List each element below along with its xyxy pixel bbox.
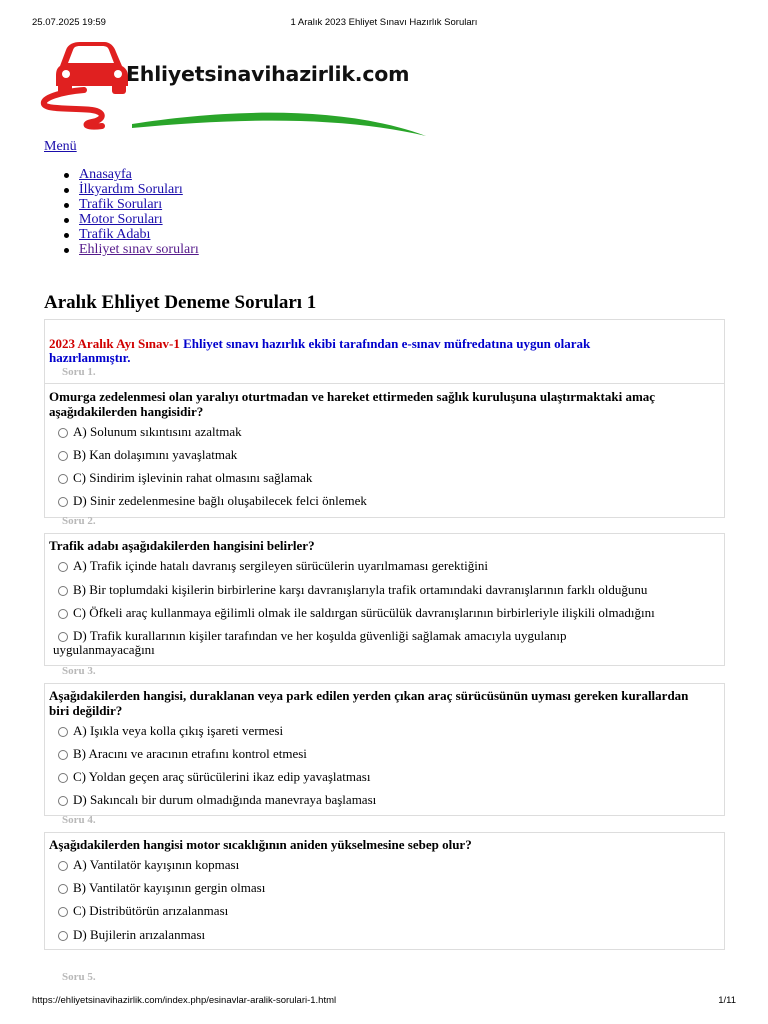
nav-link-ilkyardim[interactable]: İlkyardım Soruları — [79, 182, 183, 197]
quiz-intro — [49, 337, 669, 365]
radio-button[interactable] — [58, 428, 68, 438]
option-label: A) Vantilatör kayışının kopması — [73, 857, 240, 872]
option-label: A) Solunum sıkıntısını azaltmak — [73, 424, 242, 439]
nav-link-motor[interactable]: Motor Soruları — [79, 212, 163, 227]
question-text-2: Trafik adabı aşağıdakilerden hangisini belirler? — [49, 538, 315, 553]
radio-button[interactable] — [58, 632, 68, 642]
option-label: C) Sindirim işlevinin rahat olmasını sağlamak — [73, 470, 313, 485]
option-label: A) Işıkla veya kolla çıkış işareti vermesi — [73, 723, 284, 738]
option-label: C) Yoldan geçen araç sürücülerini ikaz edip yavaşlatması — [73, 769, 371, 784]
answer-option[interactable] — [58, 471, 720, 485]
radio-button[interactable] — [58, 609, 68, 619]
nav-link-trafik-adabi[interactable]: Trafik Adabı — [79, 227, 151, 242]
nav-link-anasayfa[interactable]: Anasayfa — [79, 167, 132, 182]
nav-item-anasayfa — [79, 167, 199, 182]
radio-button[interactable] — [58, 907, 68, 917]
option-label: C) Öfkeli araç kullanmaya eğilimli olmak ile saldırgan sürücülük davranışlarının birbirleriyle ilişkili olmadığını — [73, 605, 655, 620]
radio-button[interactable] — [58, 451, 68, 461]
radio-button[interactable] — [58, 796, 68, 806]
radio-button[interactable] — [58, 497, 68, 507]
option-label: C) Distribütörün arızalanması — [73, 903, 229, 918]
option-label: D) Trafik kurallarının kişiler tarafından ve her koşulda güvenliği sağlamak amacıyla uygulanıp uygulanmayacağını — [53, 628, 567, 657]
divider — [44, 383, 725, 384]
question-number-3: Soru 3. — [62, 665, 96, 677]
answer-option[interactable] — [58, 793, 720, 807]
intro-text: Ehliyet sınavı hazırlık ekibi tarafından e-sınav müfredatına uygun olarak hazırlanmıştır. — [49, 336, 591, 365]
intro-highlight: 2023 Aralık Ayı Sınav-1 — [49, 336, 180, 351]
radio-button[interactable] — [58, 474, 68, 484]
nav-item-ehliyet-sinav — [79, 242, 199, 257]
car-logo-icon — [40, 38, 432, 140]
answer-option[interactable] — [58, 425, 720, 439]
option-label: D) Sakıncalı bir durum olmadığında manevraya başlaması — [73, 792, 377, 807]
menu-toggle-link[interactable]: Menü — [44, 139, 77, 154]
question-text-4: Aşağıdakilerden hangisi motor sıcaklığının aniden yükselmesine sebep olur? — [49, 837, 472, 852]
radio-button[interactable] — [58, 562, 68, 572]
question-number-4: Soru 4. — [62, 814, 96, 826]
print-footer — [32, 995, 736, 1009]
nav-link-trafik[interactable]: Trafik Soruları — [79, 197, 163, 212]
print-page-number: 1/11 — [718, 995, 736, 1006]
answer-option[interactable] — [58, 606, 720, 620]
radio-button[interactable] — [58, 884, 68, 894]
option-label: D) Bujilerin arızalanması — [73, 927, 206, 942]
answer-option[interactable] — [58, 928, 720, 942]
answer-option[interactable] — [58, 448, 720, 462]
print-header — [32, 17, 736, 31]
nav-link-ehliyet-sinav[interactable]: Ehliyet sınav soruları — [79, 242, 199, 257]
radio-button[interactable] — [58, 727, 68, 737]
answer-option[interactable] — [58, 724, 720, 738]
nav-item-trafik-adabi — [79, 227, 199, 242]
nav-item-trafik — [79, 197, 199, 212]
nav-item-motor — [79, 212, 199, 227]
question-number-1: Soru 1. — [62, 366, 96, 378]
answer-option[interactable] — [58, 747, 720, 761]
site-logo[interactable] — [40, 38, 432, 140]
option-label: A) Trafik içinde hatalı davranış sergileyen sürücülerin uyarılmaması gerektiğini — [73, 558, 488, 573]
answer-option[interactable] — [58, 904, 720, 918]
print-url: https://ehliyetsinavihazirlik.com/index.php/esinavlar-aralik-sorulari-1.html — [32, 995, 337, 1006]
question-number-5: Soru 5. — [62, 971, 96, 983]
radio-button[interactable] — [58, 861, 68, 871]
radio-button[interactable] — [58, 586, 68, 596]
site-logo-text[interactable]: Ehliyetsinavihazirlik.com — [126, 62, 410, 86]
question-number-2: Soru 2. — [62, 515, 96, 527]
radio-button[interactable] — [58, 773, 68, 783]
answer-option[interactable] — [53, 629, 653, 657]
option-label: D) Sinir zedelenmesine bağlı oluşabilecek felci önlemek — [73, 493, 367, 508]
answer-option[interactable] — [58, 583, 720, 597]
option-label: B) Bir toplumdaki kişilerin birbirlerine karşı davranışlarıyla trafik ortamındaki davranışlarının farklı olduğunu — [73, 582, 648, 597]
answer-option[interactable] — [58, 494, 720, 508]
main-nav — [79, 167, 199, 257]
question-text-1: Omurga zedelenmesi olan yaralıyı oturtmadan ve hareket ettirmeden sağlık kuruluşuna ulaştırmaktaki amaç aşağıdakilerden hangisidir? — [49, 389, 656, 419]
print-title: 1 Aralık 2023 Ehliyet Sınavı Hazırlık Soruları — [290, 17, 478, 28]
answer-option[interactable] — [58, 770, 720, 784]
radio-button[interactable] — [58, 931, 68, 941]
print-date: 25.07.2025 19:59 — [32, 17, 106, 28]
option-label: B) Kan dolaşımını yavaşlatmak — [73, 447, 238, 462]
question-text-3: Aşağıdakilerden hangisi, duraklanan veya park edilen yerden çıkan araç sürücüsünün uyması gereken kurallardan biri değildir? — [49, 688, 689, 718]
answer-option[interactable] — [58, 881, 720, 895]
nav-item-ilkyardim — [79, 182, 199, 197]
option-label: B) Aracını ve aracının etrafını kontrol etmesi — [73, 746, 307, 761]
radio-button[interactable] — [58, 750, 68, 760]
answer-option[interactable] — [58, 559, 720, 573]
answer-option[interactable] — [58, 858, 720, 872]
page-title: Aralık Ehliyet Deneme Soruları 1 — [44, 292, 317, 313]
option-label: B) Vantilatör kayışının gergin olması — [73, 880, 266, 895]
